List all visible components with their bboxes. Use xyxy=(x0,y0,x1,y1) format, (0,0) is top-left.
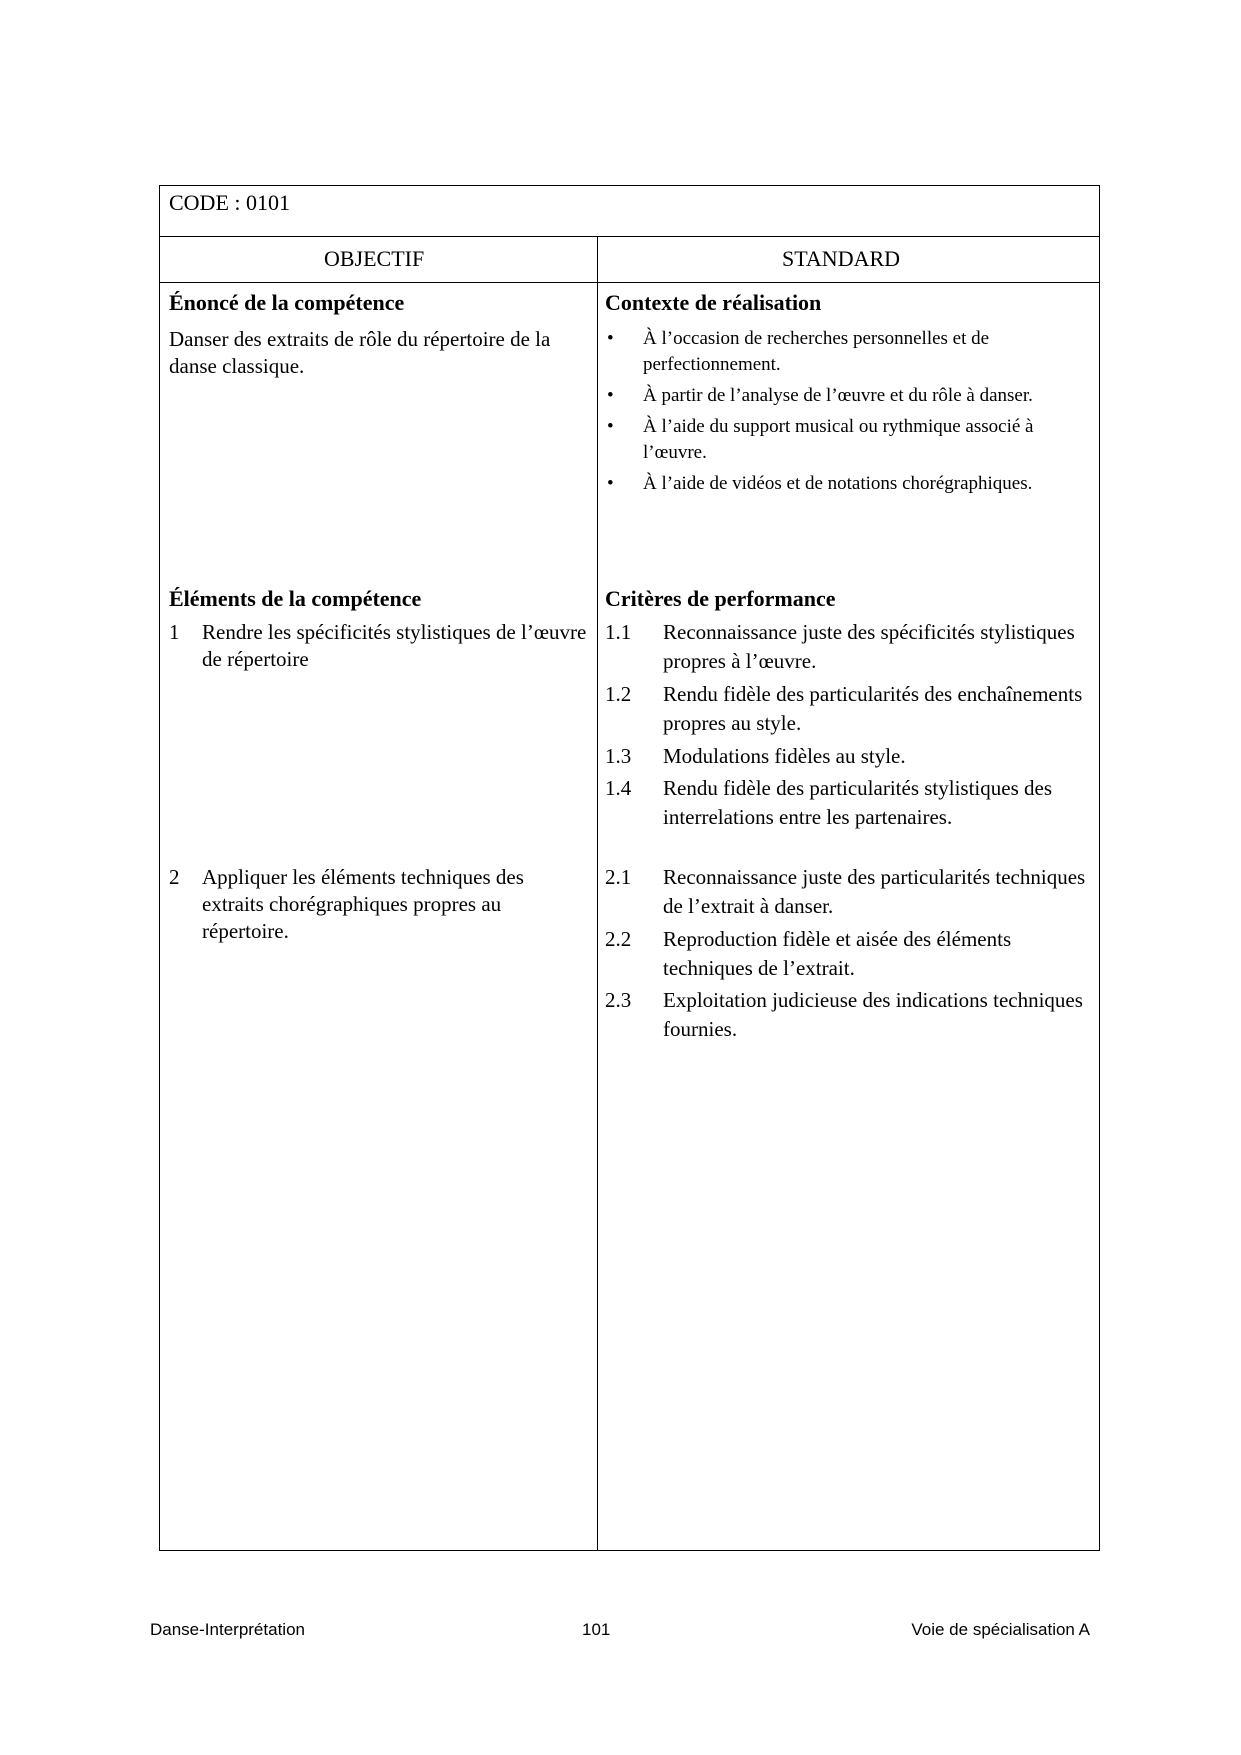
critere-item xyxy=(605,863,1095,921)
elements-title: Éléments de la compétence xyxy=(169,586,422,611)
contexte-item-text: À partir de l’analyse de l’œuvre et du rôle à danser. xyxy=(643,385,1033,406)
element-label: Rendre les spécificités stylistiques de l’œuvre de répertoire xyxy=(202,620,587,671)
critere-number: 2.2 xyxy=(605,927,632,951)
element-item xyxy=(169,864,589,945)
list-item xyxy=(605,326,1065,378)
critere-label: Reconnaissance juste des particularités techniques de l’extrait à danser. xyxy=(663,865,1086,918)
critere-number: 1.2 xyxy=(605,682,632,706)
contexte-item-text: À l’aide de vidéos et de notations chorégraphiques. xyxy=(643,473,1033,494)
critere-number: 1.1 xyxy=(605,620,632,644)
element-item xyxy=(169,619,589,673)
critere-label: Rendu fidèle des particularités stylistiques des interrelations entre les partenaires. xyxy=(663,776,1052,829)
bullet-icon: • xyxy=(607,385,614,406)
critere-number: 1.4 xyxy=(605,776,632,800)
critere-item xyxy=(605,618,1095,676)
code-label: CODE : 0101 xyxy=(169,190,290,215)
header-row xyxy=(160,236,1099,283)
bullet-icon: • xyxy=(607,328,614,349)
enonce-text: Danser des extraits de rôle du répertoire de la danse classique. xyxy=(169,327,551,378)
page-number: 101 xyxy=(582,1620,611,1639)
list-item xyxy=(605,383,1065,409)
column-divider xyxy=(597,236,598,1550)
critere-item xyxy=(605,774,1095,832)
critere-label: Rendu fidèle des particularités des enchaînements propres au style. xyxy=(663,682,1083,735)
footer-track: Voie de spécialisation A xyxy=(911,1620,1090,1639)
objectif-header: OBJECTIF xyxy=(324,246,425,271)
competency-table xyxy=(159,185,1100,1551)
contexte-title: Contexte de réalisation xyxy=(605,290,822,315)
code-row xyxy=(160,186,1099,237)
contexte-item-text: À l’occasion de recherches personnelles et de perfectionnement. xyxy=(643,328,990,375)
critere-label: Reconnaissance juste des spécificités stylistiques propres à l’œuvre. xyxy=(663,620,1075,673)
critere-item xyxy=(605,986,1095,1044)
page-footer xyxy=(150,1620,1090,1644)
standard-header: STANDARD xyxy=(782,246,901,271)
critere-number: 2.3 xyxy=(605,988,632,1012)
critere-label: Reproduction fidèle et aisée des éléments techniques de l’extrait. xyxy=(663,927,1012,980)
footer-program: Danse-Interprétation xyxy=(150,1620,305,1639)
critere-label: Exploitation judicieuse des indications techniques fournies. xyxy=(663,988,1083,1041)
critere-item xyxy=(605,925,1095,983)
element-label: Appliquer les éléments techniques des extraits chorégraphiques propres au répertoire. xyxy=(202,865,524,943)
critere-number: 2.1 xyxy=(605,865,632,889)
criteres-title: Critères de performance xyxy=(605,586,836,611)
critere-label: Modulations fidèles au style. xyxy=(663,744,906,768)
list-item xyxy=(605,471,1065,497)
critere-item xyxy=(605,680,1095,738)
element-number: 2 xyxy=(169,865,180,889)
contexte-item-text: À l’aide du support musical ou rythmique associé à l’œuvre. xyxy=(643,416,1034,463)
bullet-icon: • xyxy=(607,473,614,494)
list-item xyxy=(605,414,1065,466)
critere-number: 1.3 xyxy=(605,744,632,768)
contexte-list xyxy=(605,326,1065,502)
bullet-icon: • xyxy=(607,416,614,437)
element-number: 1 xyxy=(169,620,180,644)
enonce-title: Énoncé de la compétence xyxy=(169,290,405,315)
critere-item xyxy=(605,742,1095,771)
